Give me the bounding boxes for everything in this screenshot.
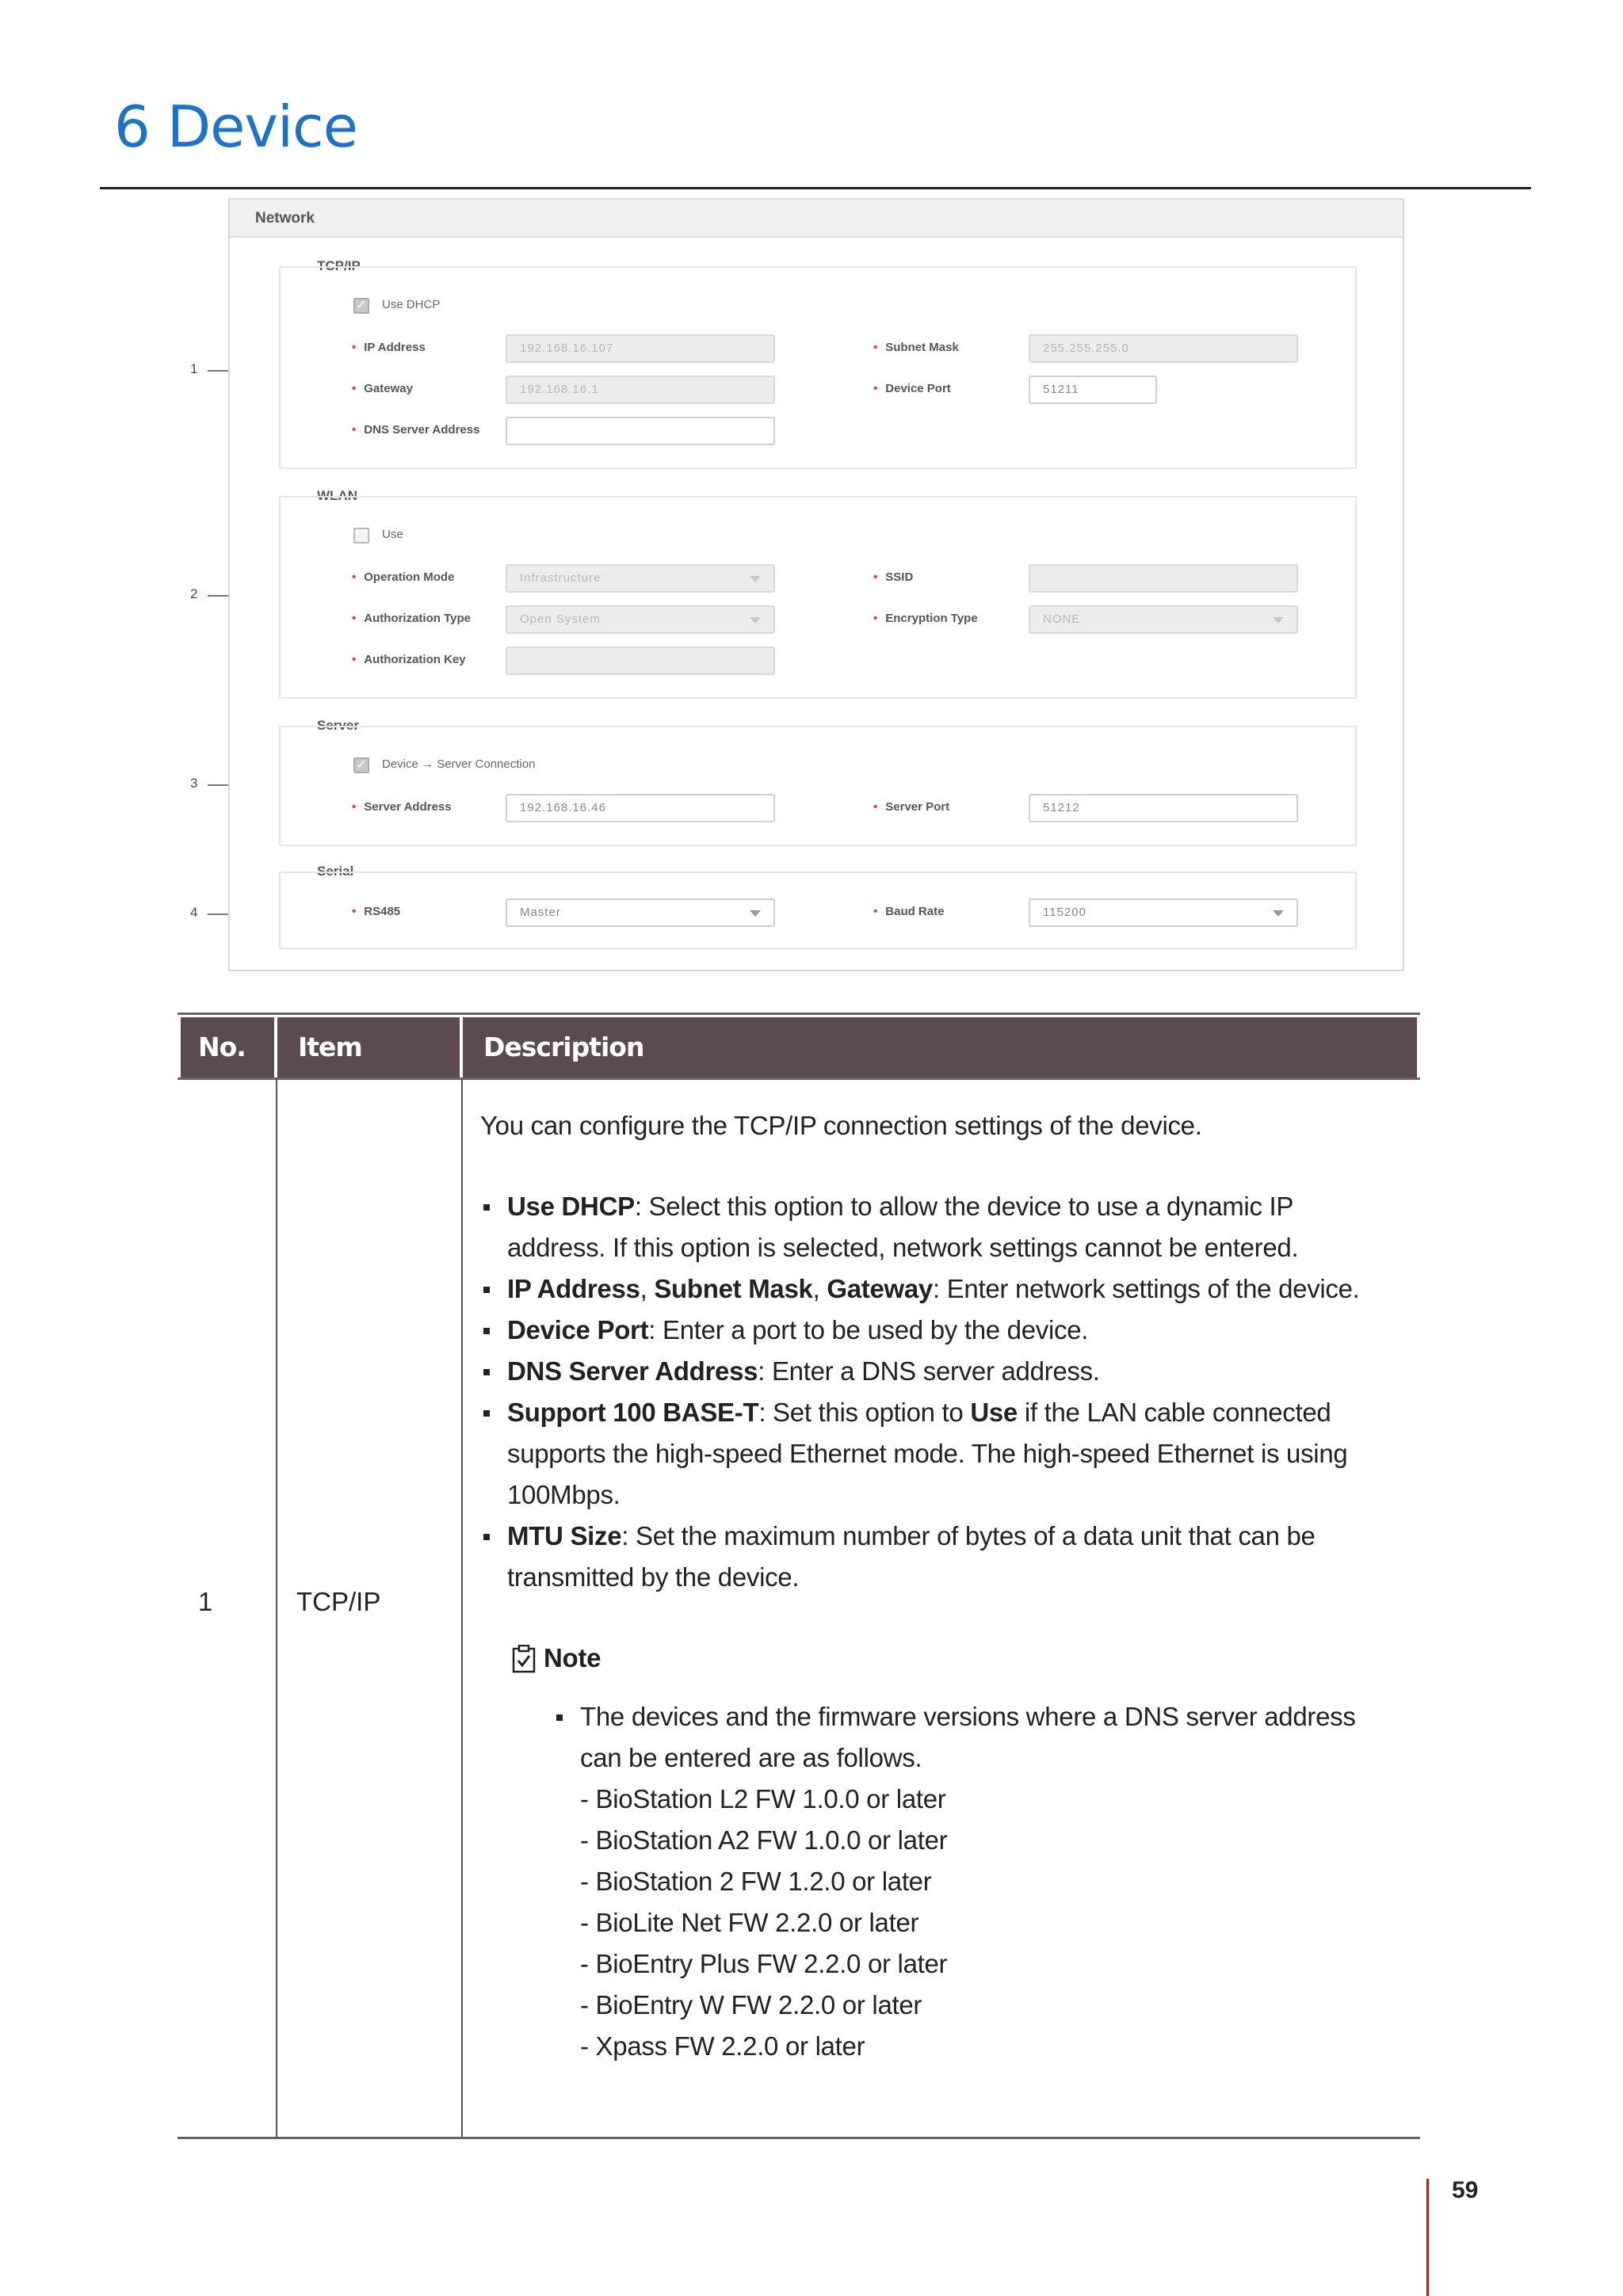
operation-mode-label: • Operation Mode (352, 570, 455, 584)
note-list (580, 1696, 1392, 2067)
note-title: Note (544, 1643, 601, 1672)
firmware-item: - Xpass FW 2.2.0 or later (580, 2031, 865, 2061)
list-item: MTU Size: Set the maximum number of bytes of a data unit that can be transmitted by the device. (480, 1516, 1392, 1598)
header-divider (274, 1017, 277, 1077)
dns-server-label: • DNS Server Address (352, 423, 480, 437)
server-section (279, 726, 1357, 846)
firmware-item: - BioLite Net FW 2.2.0 or later (580, 1908, 919, 1937)
page-number: 59 (1452, 2177, 1479, 2203)
table-bottom-border (178, 2137, 1420, 2139)
dns-server-input[interactable] (506, 417, 775, 445)
encryption-type-select[interactable]: NONE (1029, 605, 1298, 634)
callout-1: 1 (190, 361, 198, 376)
baud-rate-label: • Baud Rate (873, 905, 945, 918)
subnet-mask-input[interactable]: 255.255.255.0 (1029, 334, 1298, 363)
table-header (181, 1017, 1417, 1077)
device-port-input[interactable]: 51211 (1029, 376, 1157, 404)
ip-address-input[interactable]: 192.168.16.107 (506, 334, 775, 363)
table-top-border (178, 1013, 1420, 1015)
chevron-down-icon (1273, 617, 1284, 624)
firmware-item: - BioStation A2 FW 1.0.0 or later (580, 1825, 948, 1855)
callout-3: 3 (190, 776, 198, 791)
column-divider (276, 1077, 277, 2139)
ip-address-label: • IP Address (352, 341, 426, 354)
list-item: Use DHCP: Select this option to allow the device to use a dynamic IP address. If this option is selected, network settings cannot be entered. (480, 1186, 1392, 1268)
server-address-input[interactable]: 192.168.16.46 (506, 794, 775, 822)
chevron-down-icon (750, 910, 761, 917)
chevron-down-icon (1273, 910, 1284, 917)
list-item: DNS Server Address: Enter a DNS server address. (480, 1351, 1392, 1392)
header-item: Item (298, 1032, 362, 1062)
chevron-down-icon (750, 617, 761, 624)
firmware-item: - BioEntry W FW 2.2.0 or later (580, 1990, 922, 2019)
tcpip-section-title: TCP/IP (317, 258, 361, 273)
wlan-use-checkbox[interactable] (353, 528, 369, 543)
chevron-down-icon (750, 576, 761, 582)
note-item: The devices and the firmware versions where a DNS server address can be entered are as follows. - BioStation L2 FW 1.0.0 or later - BioStation A2 FW 1.0.0 or later - BioStation 2 FW 1.2.0 or later - BioLite Net FW 2.2.0 or later - BioEntry Plus FW 2.2.0 or later - BioEntry W FW 2.2.0 or later - Xpass FW 2.2.0 or later (580, 1696, 1392, 2067)
firmware-item: - BioStation L2 FW 1.0.0 or later (580, 1784, 946, 1814)
ssid-input[interactable] (1029, 564, 1298, 593)
list-item: Device Port: Enter a port to be used by the device. (480, 1310, 1392, 1351)
authorization-type-label: • Authorization Type (352, 612, 471, 625)
operation-mode-select[interactable]: Infrastructure (506, 564, 775, 593)
wlan-section-title: WLAN (317, 488, 357, 503)
network-panel-header: Network (230, 200, 1403, 238)
callout-4: 4 (190, 905, 198, 920)
server-port-label: • Server Port (873, 800, 950, 814)
server-connection-checkbox[interactable]: ✓ (353, 757, 369, 773)
header-no: No. (198, 1032, 246, 1062)
row-number: 1 (198, 1587, 213, 1616)
authorization-key-input[interactable] (506, 646, 775, 675)
ssid-label: • SSID (873, 570, 914, 584)
serial-section-title: Serial (317, 864, 354, 879)
row-item: TCP/IP (296, 1587, 381, 1616)
header-divider (460, 1017, 463, 1077)
server-port-input[interactable]: 51212 (1029, 794, 1298, 822)
list-item: Support 100 BASE-T: Set this option to Use if the LAN cable connected supports the high-speed Ethernet mode. The high-speed Ethernet is using 100Mbps. (480, 1392, 1392, 1516)
table-header-border (178, 1077, 1420, 1080)
firmware-item: - BioEntry Plus FW 2.2.0 or later (580, 1949, 948, 1978)
description-intro: You can configure the TCP/IP connection settings of the device. (480, 1111, 1202, 1140)
device-port-label: • Device Port (873, 382, 951, 395)
callout-2: 2 (190, 586, 198, 601)
footer-accent-bar (1426, 2179, 1429, 2296)
firmware-item: - BioStation 2 FW 1.2.0 or later (580, 1867, 932, 1896)
column-divider (461, 1077, 463, 2139)
title-divider (100, 187, 1531, 189)
note-heading (512, 1638, 1392, 1679)
gateway-label: • Gateway (352, 382, 413, 395)
wlan-section (279, 496, 1357, 699)
use-dhcp-label: Use DHCP (382, 298, 441, 311)
authorization-type-select[interactable]: Open System (506, 605, 775, 634)
wlan-use-label: Use (382, 528, 403, 541)
server-address-label: • Server Address (352, 800, 452, 814)
rs485-select[interactable]: Master (506, 898, 775, 927)
server-connection-label: Device → Server Connection (382, 757, 536, 771)
page-title: 6 Device (114, 93, 357, 160)
baud-rate-select[interactable]: 115200 (1029, 898, 1298, 927)
server-section-title: Server (317, 718, 359, 733)
tcpip-section (279, 266, 1357, 469)
clipboard-check-icon (512, 1644, 536, 1672)
subnet-mask-label: • Subnet Mask (873, 341, 959, 354)
description-list (480, 1186, 1392, 1598)
authorization-key-label: • Authorization Key (352, 653, 466, 666)
encryption-type-label: • Encryption Type (873, 612, 978, 625)
use-dhcp-checkbox[interactable]: ✓ (353, 298, 369, 314)
gateway-input[interactable]: 192.168.16.1 (506, 376, 775, 404)
row-description (480, 1105, 1392, 2067)
list-item: IP Address, Subnet Mask, Gateway: Enter network settings of the device. (480, 1268, 1392, 1310)
header-description: Description (483, 1032, 644, 1062)
network-settings-screenshot (228, 198, 1404, 971)
rs485-label: • RS485 (352, 905, 401, 918)
